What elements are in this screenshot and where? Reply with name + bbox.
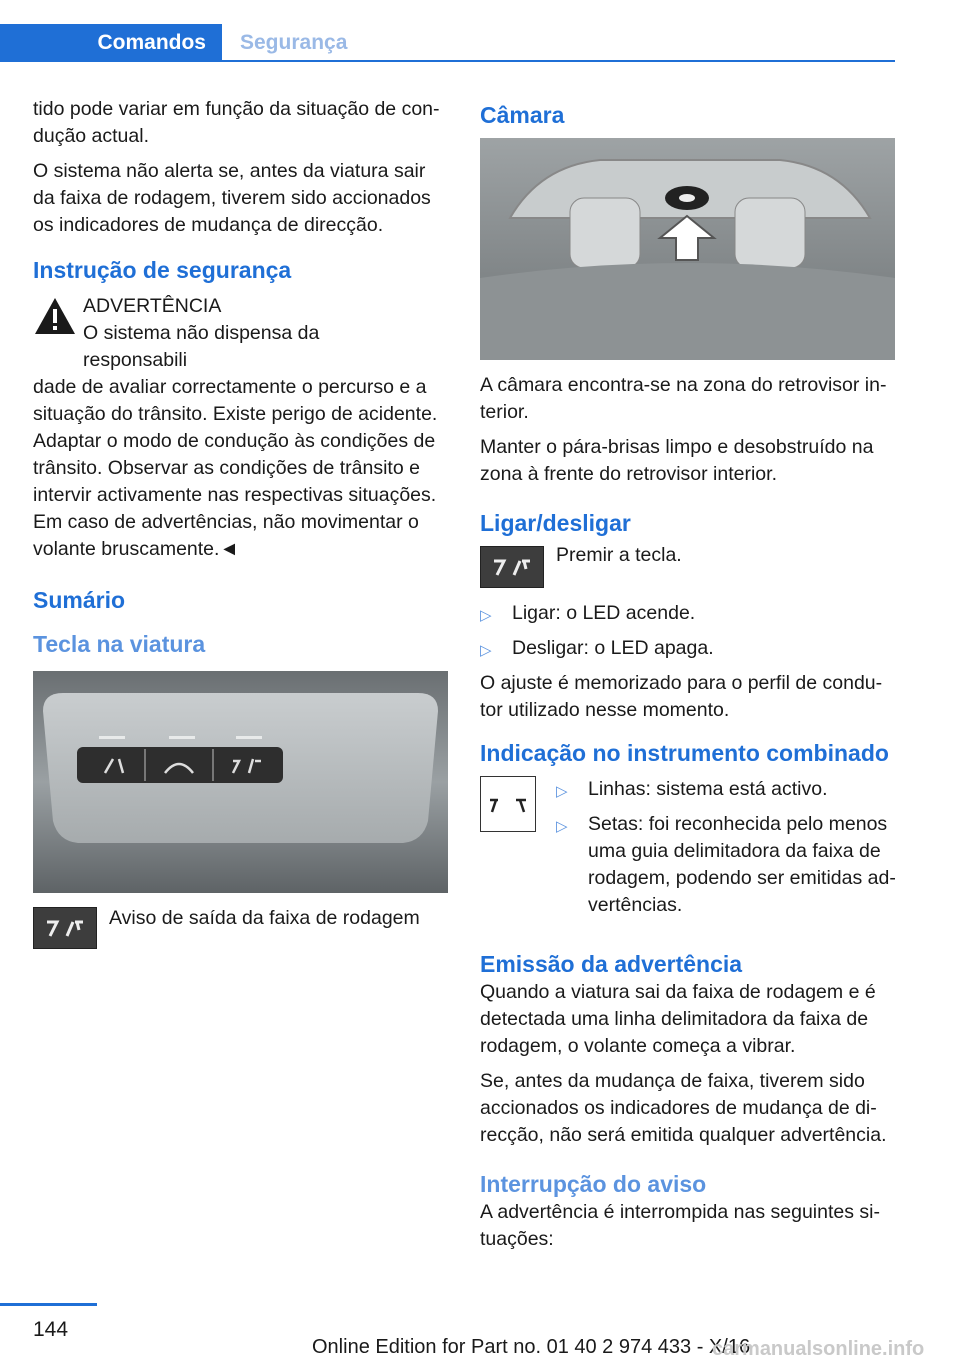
right-column xyxy=(480,96,896,1261)
list-item-text: Desligar: o LED apaga. xyxy=(512,637,714,659)
lane-departure-icon xyxy=(490,555,534,579)
lane-departure-icon xyxy=(43,916,87,940)
heading-interrupt: Interrupção do aviso xyxy=(480,1171,707,1197)
list-item xyxy=(556,776,896,805)
list-item-text: Setas: foi reconhecida pelo menos uma guia delimitadora da faixa de rodagem, podendo ser emitidas advertências. xyxy=(588,813,896,916)
tab-comandos[interactable] xyxy=(0,24,222,62)
heading-camera: Câmara xyxy=(480,102,565,128)
heading-display: Indicação no instrumento combinado xyxy=(480,740,889,766)
button-caption-row xyxy=(33,907,449,949)
lane-departure-button-icon xyxy=(480,546,544,588)
vehicle-button-photo xyxy=(33,671,448,893)
warning-body: dade de avaliar correctamente o percurso e a situação do trânsito. Existe perigo de acidente. Adaptar o modo de condução às condições de trânsito. Observar as condições de trânsito e intervir activamente nas respectivas situações. Em caso de advertências, não movimentar o volante bruscamente.◄ xyxy=(33,376,438,560)
header-divider xyxy=(222,60,895,62)
left-column xyxy=(33,96,449,949)
list-item xyxy=(480,600,896,629)
button-caption: Aviso de saída da faixa de rodagem xyxy=(109,907,420,929)
edition-footer: Online Edition for Part no. 01 40 2 974 433 - X/16 xyxy=(312,1336,751,1358)
onoff-text: Premir a tecla. xyxy=(556,544,682,566)
lane-lines-icon xyxy=(486,790,530,818)
list-item xyxy=(480,635,896,664)
warning-block xyxy=(33,293,449,374)
page-number-rule xyxy=(0,1303,97,1306)
list-item xyxy=(556,811,896,919)
paragraph: A advertência é interrompida nas seguintes situações: xyxy=(480,1201,880,1250)
paragraph: Quando a viatura sai da faixa de rodagem e é detectada uma linha delimitadora da faixa de rodagem, o volante começa a vibrar. xyxy=(480,981,876,1057)
warning-body-first-line: O sistema não dispensa da responsabili xyxy=(83,322,320,371)
header-bar xyxy=(0,0,960,62)
paragraph: O sistema não alerta se, antes da viatura sair da faixa de rodagem, tiverem sido accionados os indicadores de mudança de direcção. xyxy=(33,160,431,236)
heading-warning-emission: Emissão da advertência xyxy=(480,951,743,977)
bullet-triangle-icon: ▷ xyxy=(480,607,492,624)
bullet-triangle-icon: ▷ xyxy=(556,783,568,800)
paragraph: O ajuste é memorizado para o perfil de condutor utilizado nesse momento. xyxy=(480,672,883,721)
heading-onoff: Ligar/desligar xyxy=(480,510,631,536)
heading-summary: Sumário xyxy=(33,587,126,613)
bullet-triangle-icon: ▷ xyxy=(556,818,568,835)
paragraph: tido pode variar em função da situação de condução actual. xyxy=(33,98,440,147)
list-item-text: Linhas: sistema está activo. xyxy=(588,778,828,800)
watermark: carmanualsonline.info xyxy=(712,1338,925,1360)
bullet-triangle-icon: ▷ xyxy=(480,642,492,659)
display-row xyxy=(480,776,896,925)
camera-location-photo xyxy=(480,138,895,360)
tab-comandos-label: Comandos xyxy=(97,31,206,54)
instrument-indicator-icon xyxy=(480,776,536,832)
paragraph: Manter o pára-brisas limpo e desobstruído na zona à frente do retrovisor interior. xyxy=(480,436,874,485)
lane-departure-button-icon xyxy=(33,907,97,949)
paragraph: Se, antes da mudança de faixa, tiverem sido accionados os indicadores de mudança de direcção, não será emitida qualquer advertência. xyxy=(480,1070,887,1146)
list-item-text: Ligar: o LED acende. xyxy=(512,602,696,624)
warning-title: ADVERTÊNCIA xyxy=(83,295,222,317)
tab-seguranca-label: Segurança xyxy=(240,31,348,54)
warning-triangle-icon xyxy=(33,295,77,337)
paragraph: A câmara encontra-se na zona do retrovisor interior. xyxy=(480,374,887,423)
page-number: 144 xyxy=(33,1318,69,1341)
heading-button: Tecla na viatura xyxy=(33,631,206,657)
onoff-row xyxy=(480,546,896,588)
heading-safety: Instrução de segurança xyxy=(33,257,292,283)
tab-seguranca[interactable] xyxy=(222,24,347,62)
